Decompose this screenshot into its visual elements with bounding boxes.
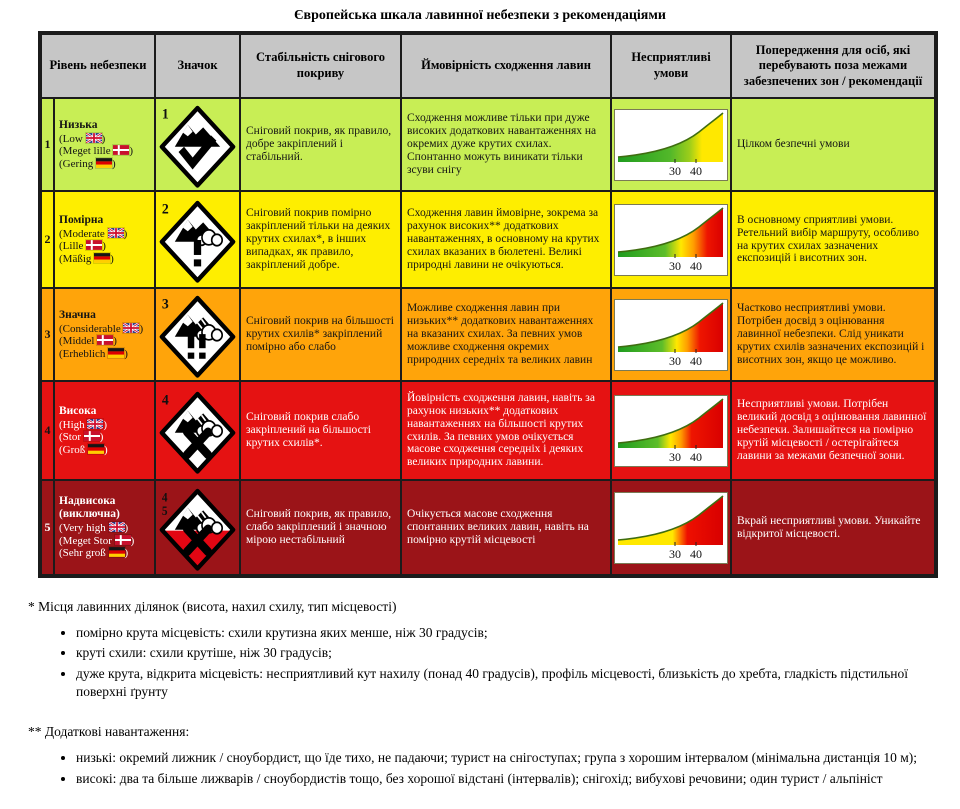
svg-text:2: 2 — [161, 200, 169, 218]
hazard-curve-chart — [615, 396, 727, 466]
level-translation: (Erheblich ) — [59, 347, 128, 360]
stability-cell: Сніговий покрив, як правило, добре закріплений і стабільний. — [240, 98, 401, 191]
level-translation: (Meget Stor ) — [59, 534, 135, 547]
flag-dk-icon — [115, 535, 131, 545]
svg-text:5: 5 — [161, 502, 168, 518]
row-number: 4 — [41, 381, 54, 480]
footnote-slope-title: * Місця лавинних ділянок (висота, нахил схилу, тип місцевості) — [28, 599, 397, 614]
row-number: 2 — [41, 191, 54, 288]
footnote-loads-title: ** Додаткові навантаження: — [28, 724, 190, 740]
hazard-curve-chart — [615, 493, 727, 563]
flag-de-icon — [108, 348, 124, 358]
svg-text:3: 3 — [161, 295, 169, 313]
level-translation: (Groß ) — [59, 443, 108, 456]
level-translation: (Sehr groß ) — [59, 547, 129, 560]
footnote-slope-list — [56, 624, 943, 701]
flag-de-icon — [109, 547, 125, 557]
svg-text:30: 30 — [669, 546, 681, 561]
header-stability: Стабільність снігового покриву — [240, 34, 401, 98]
probability-cell: Сходження можливе тільки при дуже високих додаткових навантаженнях на окремих дуже крутих схилах. Спонтанно можуть виникати тільки зсуви снігу — [401, 98, 611, 191]
warning-cell: Вкрай несприятливі умови. Уникайте відкритої місцевості. — [731, 480, 935, 575]
avalanche-level-5-icon — [157, 484, 238, 572]
header-warnings: Попередження для осіб, які перебувають поза межами забезпечених зон / рекомендації — [731, 34, 935, 98]
flag-dk-icon — [84, 431, 100, 441]
svg-text:40: 40 — [690, 353, 702, 368]
level-name-cell — [54, 381, 155, 480]
header-unfavorable: Несприятливі умови — [611, 34, 731, 98]
hazard-chart-cell — [611, 98, 731, 191]
hazard-curve-chart — [615, 110, 727, 180]
flag-de-icon — [108, 348, 124, 358]
icon-cell — [155, 381, 240, 480]
stability-cell: Сніговий покрив слабо закріплений на більшості крутих схилів*. — [240, 381, 401, 480]
flag-uk-icon — [123, 323, 139, 333]
footnote-item: • високі: два та більше лижварів / сноубордистів тощо, без хорошої відстані (інтервалів); снігохід; вибухові речовини; один турист / альпініст — [76, 770, 943, 788]
hazard-curve-chart — [615, 300, 727, 370]
svg-text:4: 4 — [161, 391, 169, 409]
probability-cell: Сходження лавин ймовірне, зокрема за рахунок високих** додаткових навантаженнях, в основному на крутих схилах вказаних в бюлетені. Великі природні лавини не очікуються. — [401, 191, 611, 288]
level-name: Низька — [59, 118, 98, 131]
stability-cell: Сніговий покрив помірно закріплений тільки на деяких крутих схилах*, в інших випадках, як правило, закріплений добре. — [240, 191, 401, 288]
footnote-item: • круті схили: схили крутіше, ніж 30 градусів; — [76, 644, 943, 662]
footnote-loads-list — [56, 749, 943, 787]
probability-cell: Йовірність сходження лавин, навіть за рахунок низьких** додаткових навантаженнях на більшості крутих схилів. За певних умов очікується масове сходження середніх і деяких великих природних лавини. — [401, 381, 611, 480]
flag-uk-icon — [108, 228, 124, 238]
hazard-chart-cell — [611, 381, 731, 480]
level-name: Значна — [59, 308, 96, 321]
level-name: Надвисока (виключна) — [59, 495, 120, 521]
hazard-curve-chart — [615, 205, 727, 275]
flag-de-icon — [96, 158, 112, 168]
flag-uk-icon — [86, 133, 102, 143]
level-name: Помірна — [59, 213, 104, 226]
flag-dk-icon — [115, 535, 131, 545]
flag-de-icon — [88, 444, 104, 454]
level-name-cell — [54, 480, 155, 575]
flag-de-icon — [88, 444, 104, 454]
icon-cell — [155, 480, 240, 575]
level-translation: (Gering ) — [59, 157, 116, 170]
flag-dk-icon — [113, 145, 129, 155]
level-name: Висока — [59, 404, 97, 417]
svg-text:1: 1 — [161, 105, 169, 123]
avalanche-level-3-icon — [157, 291, 238, 379]
svg-text:30: 30 — [669, 449, 681, 464]
avalanche-scale-table — [38, 31, 938, 578]
avalanche-level-1-icon — [157, 101, 238, 189]
flag-uk-icon — [123, 323, 139, 333]
avalanche-level-2-icon — [157, 196, 238, 284]
warning-cell: Частково несприятливі умови. Потрібен досвід з оцінювання лавинної небезпеки. Слід уникати крутих схилів зазначених експозицій і висотних зон, якщо це можливо. — [731, 288, 935, 381]
flag-dk-icon — [113, 145, 129, 155]
svg-text:40: 40 — [690, 546, 702, 561]
level-translation: (Stor ) — [59, 431, 104, 444]
level-translation: (Meget lille ) — [59, 145, 134, 158]
row-number: 3 — [41, 288, 54, 381]
row-number: 5 — [41, 480, 54, 575]
svg-text:30: 30 — [669, 163, 681, 178]
level-translation: (Middel ) — [59, 335, 117, 348]
flag-uk-icon — [86, 133, 102, 143]
level-translation: (Considerable ) — [59, 322, 144, 335]
flag-dk-icon — [86, 240, 102, 250]
header-icon: Значок — [155, 34, 240, 98]
footnotes — [28, 598, 943, 788]
footnote-item: • низькі: окремий лижник / сноубордист, що їде тихо, не падаючи; турист на снігоступах; група з хорошим інтервалом (мінімальна дистанція 10 м); — [76, 749, 943, 767]
warning-cell: В основному сприятливі умови. Ретельний вибір маршруту, особливо на крутих схилах зазначених експозицій і висотних зон. — [731, 191, 935, 288]
row-number: 1 — [41, 98, 54, 191]
flag-de-icon — [109, 547, 125, 557]
flag-de-icon — [94, 253, 110, 263]
flag-dk-icon — [97, 335, 113, 345]
level-name-cell — [54, 98, 155, 191]
flag-dk-icon — [97, 335, 113, 345]
svg-text:40: 40 — [690, 449, 702, 464]
footnote-item: • дуже крута, відкрита місцевість: несприятливий кут нахилу (понад 40 градусів), профіль місцевості, близькість до хребта, гладкість підстильної поверхні ґрунту — [76, 665, 943, 701]
flag-uk-icon — [108, 228, 124, 238]
warning-cell: Цілком безпечні умови — [731, 98, 935, 191]
avalanche-level-4-icon — [157, 387, 238, 475]
flag-dk-icon — [86, 240, 102, 250]
svg-text:30: 30 — [669, 258, 681, 273]
level-translation: (Mäßig ) — [59, 252, 114, 265]
flag-de-icon — [96, 158, 112, 168]
header-probability: Ймовірність сходження лавин — [401, 34, 611, 98]
level-name-cell — [54, 191, 155, 288]
header-danger-level: Рівень небезпеки — [41, 34, 155, 98]
icon-cell — [155, 191, 240, 288]
stability-cell: Сніговий покрив, як правило, слабо закріплений і значною мірою нестабільний — [240, 480, 401, 575]
level-name-cell — [54, 288, 155, 381]
probability-cell: Очікується масове сходження спонтанних великих лавин, навіть на помірно крутій місцевості — [401, 480, 611, 575]
hazard-chart-cell — [611, 480, 731, 575]
hazard-chart-cell — [611, 288, 731, 381]
icon-cell — [155, 98, 240, 191]
stability-cell: Сніговий покрив на більшості крутих схилів* закріплений помірно або слабо — [240, 288, 401, 381]
footnote-item: • помірно крута місцевість: схили крутизна яких менше, ніж 30 градусів; — [76, 624, 943, 642]
flag-de-icon — [94, 253, 110, 263]
warning-cell: Несприятливі умови. Потрібен великий досвід з оцінювання лавинної небезпеки. Залишайтеся на помірно крутій місцевості / остерігайтеся лавини за межами безпечної зони. — [731, 381, 935, 480]
flag-uk-icon — [109, 522, 125, 532]
flag-uk-icon — [87, 419, 103, 429]
level-translation: (High ) — [59, 418, 108, 431]
svg-text:40: 40 — [690, 163, 702, 178]
icon-cell — [155, 288, 240, 381]
page-title: Європейська шкала лавинної небезпеки з рекомендаціями — [294, 8, 666, 23]
svg-text:30: 30 — [669, 353, 681, 368]
level-translation: (Very high ) — [59, 522, 129, 535]
svg-text:4: 4 — [161, 489, 168, 505]
flag-uk-icon — [109, 522, 125, 532]
hazard-chart-cell — [611, 191, 731, 288]
svg-text:40: 40 — [690, 258, 702, 273]
flag-uk-icon — [87, 419, 103, 429]
level-translation: (Lille ) — [59, 240, 106, 253]
flag-dk-icon — [84, 431, 100, 441]
level-translation: (Moderate ) — [59, 227, 128, 240]
probability-cell: Можливе сходження лавин при низьких** додаткових навантаженнях на вказаних схилах. За певних умов можливе сходження окремих природних середніх та великих лавин — [401, 288, 611, 381]
level-translation: (Low ) — [59, 132, 106, 145]
